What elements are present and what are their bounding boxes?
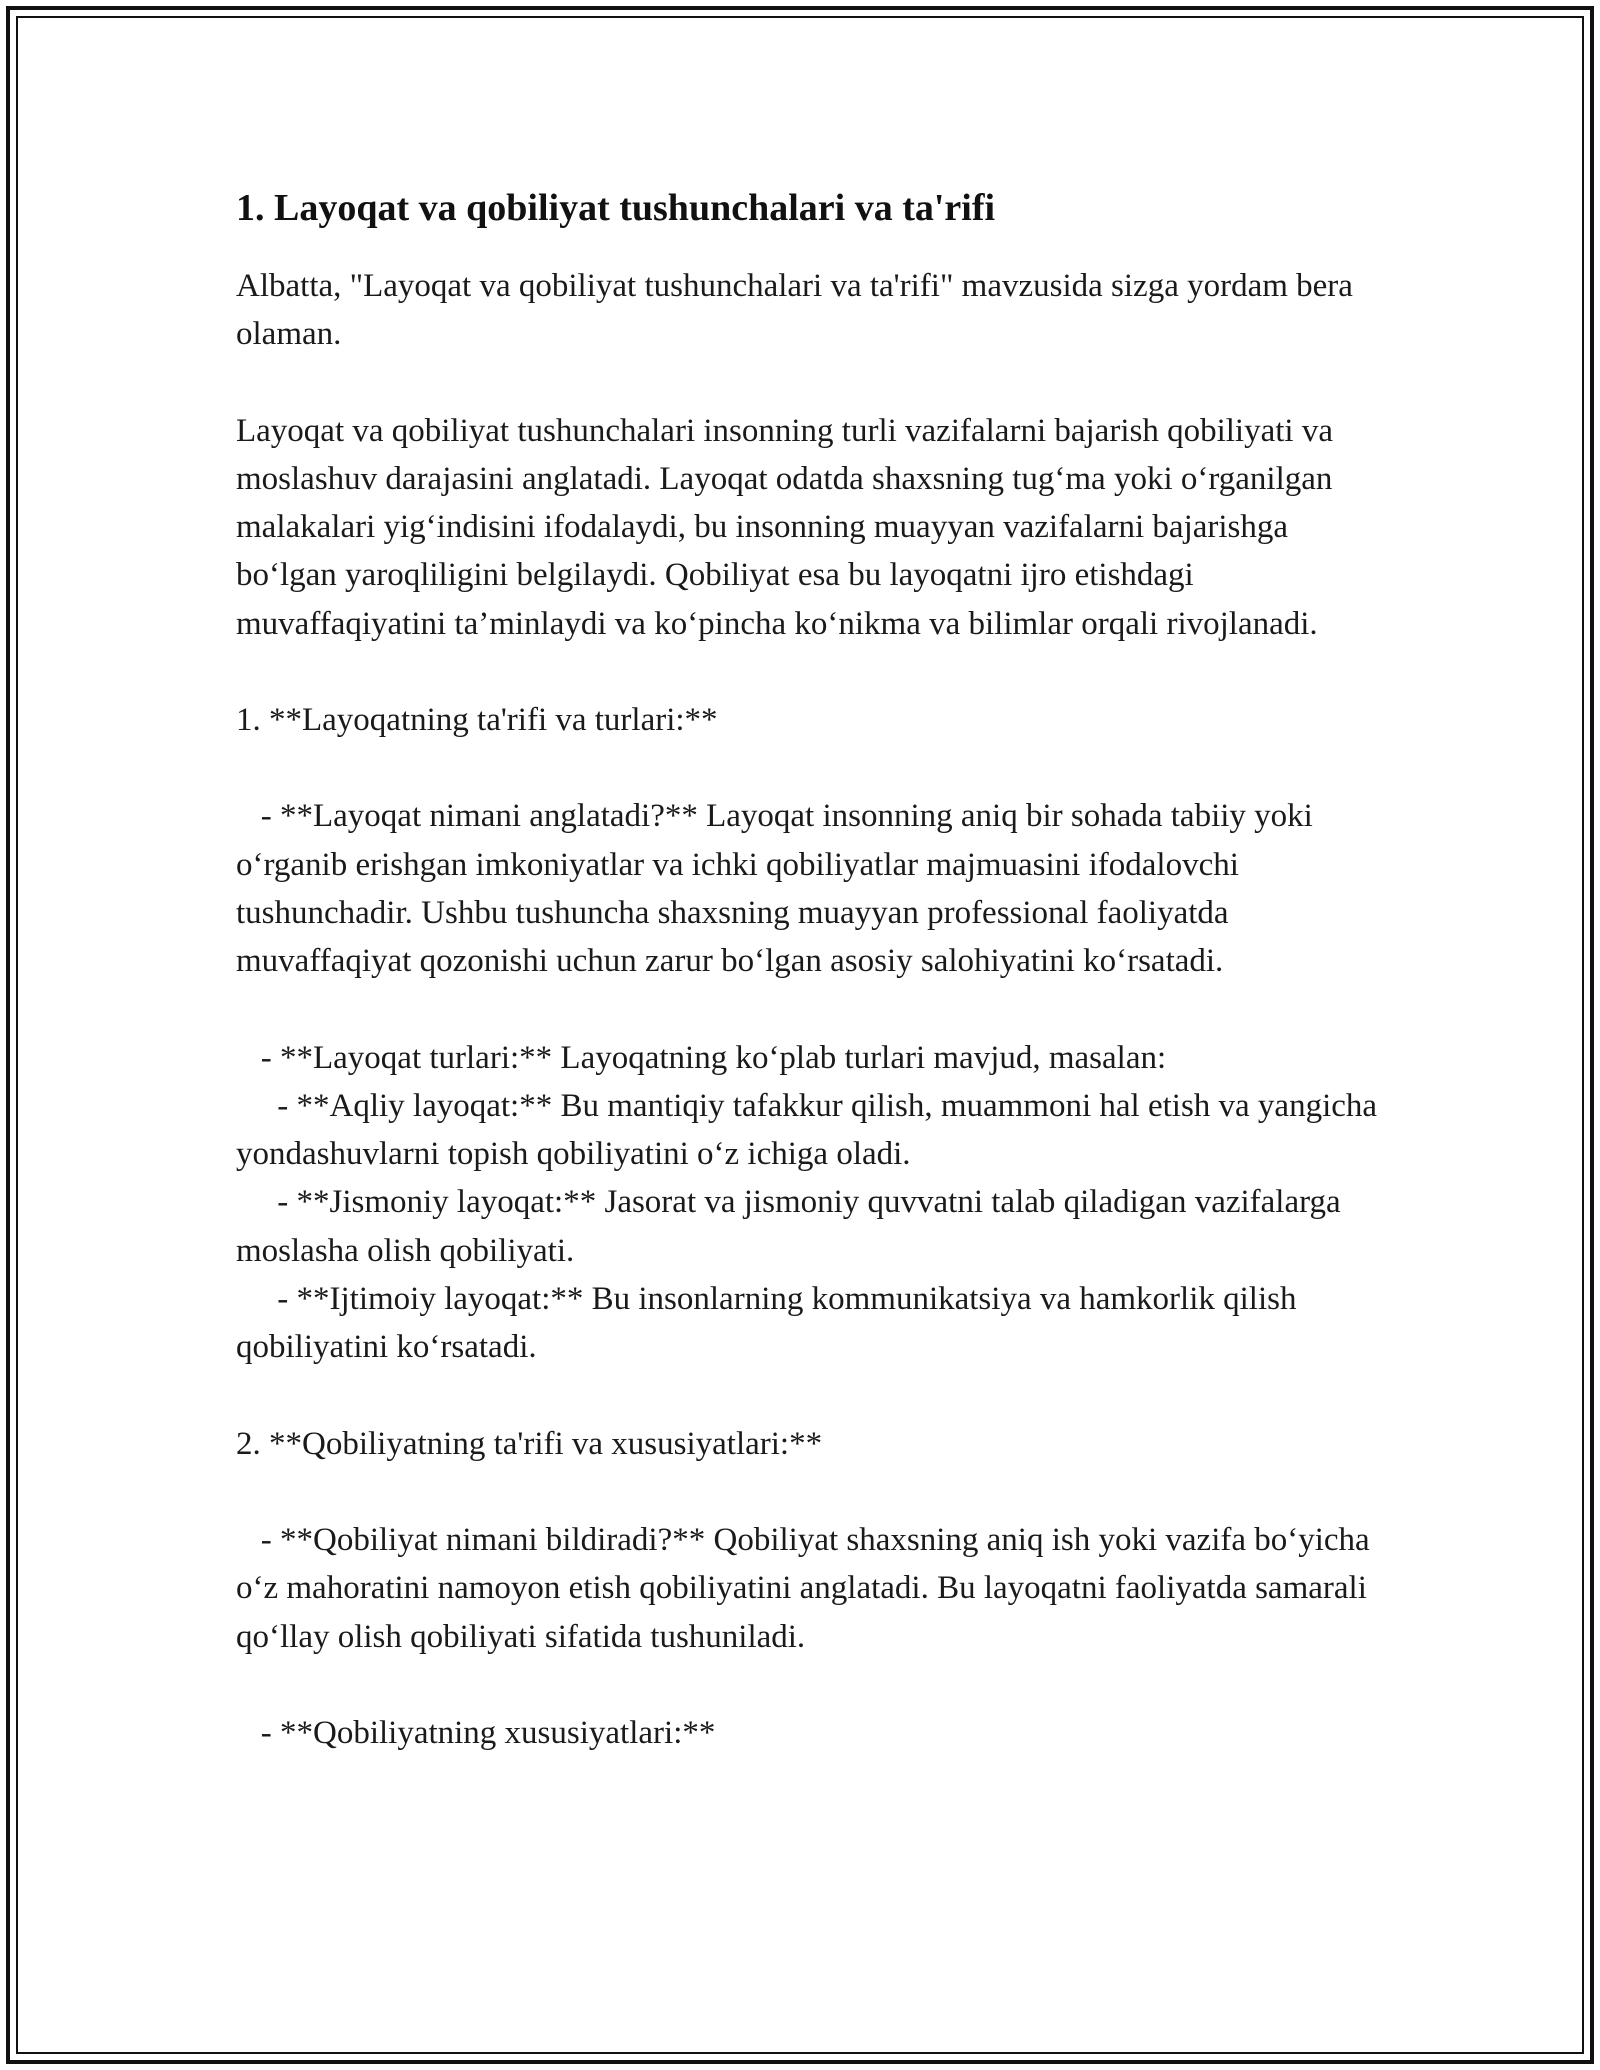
definition-paragraph: Layoqat va qobiliyat tushunchalari insonning turli vazifalarni bajarish qobiliyati va moslashuv darajasini anglatadi. Layoqat odatda shaxsning tug‘ma yoki o‘rganilgan malakalari yig‘indisini ifodalaydi, bu insonning muayyan vazifalarni bajarishga bo‘lgan yaroqliligini belgilaydi. Qobiliyat esa bu layoqatni ijro etishdagi muvaffaqiyatini ta’minlaydi va ko‘pincha ko‘nikma va bilimlar orqali rivojlanadi. xyxy=(236,412,1342,642)
document-body xyxy=(236,186,1386,1757)
section-heading-qobiliyat: 2. **Qobiliyatning ta'rifi va xususiyatlari:** xyxy=(236,1425,823,1462)
intro-paragraph: Albatta, "Layoqat va qobiliyat tushunchalari va ta'rifi" mavzusida sizga yordam bera olaman. xyxy=(236,268,1362,353)
document-title: 1. Layoqat va qobiliyat tushunchalari va ta'rifi xyxy=(236,187,996,229)
section-heading-layoqat: 1. **Layoqatning ta'rifi va turlari:** xyxy=(236,702,718,739)
layoqat-meaning-paragraph: - **Layoqat nimani anglatadi?** Layoqat insonning aniq bir sohada tabiiy yoki o‘rganib erishgan imkoniyatlar va ichki qobiliyatlar majmuasini ifodalovchi tushunchadir. Ushbu tushuncha shaxsning muayyan professional faoliyatda muvaffaqiyat qozonishi uchun zarur bo‘lgan asosiy salohiyatini ko‘rsatadi. xyxy=(236,798,1322,980)
qobiliyat-meaning-paragraph: - **Qobiliyat nimani bildiradi?** Qobiliyat shaxsning aniq ish yoki vazifa bo‘yicha o‘z mahoratini namoyon etish qobiliyatini anglatadi. Bu layoqatni faoliyatda samarali qo‘llay olish qobiliyati sifatida tushuniladi. xyxy=(236,1521,1378,1655)
qobiliyat-features-heading: - **Qobiliyatning xususiyatlari:** xyxy=(236,1714,716,1751)
layoqat-types-list: - **Layoqat turlari:** Layoqatning ko‘plab turlari mavjud, masalan: - **Aqliy layoqat:** Bu mantiqiy tafakkur qilish, muammoni hal etish va yangicha yondashuvlarni topish qobiliyatini o‘z ichiga oladi. - **Jismoniy layoqat:** Jasorat va jismoniy quvvatni talab qiladigan vazifalarga moslasha olish qobiliyati. - **Ijtimoiy layoqat:** Bu insonlarning kommunikatsiya va hamkorlik qilish qobiliyatini ko‘rsatadi. xyxy=(236,1039,1378,1366)
